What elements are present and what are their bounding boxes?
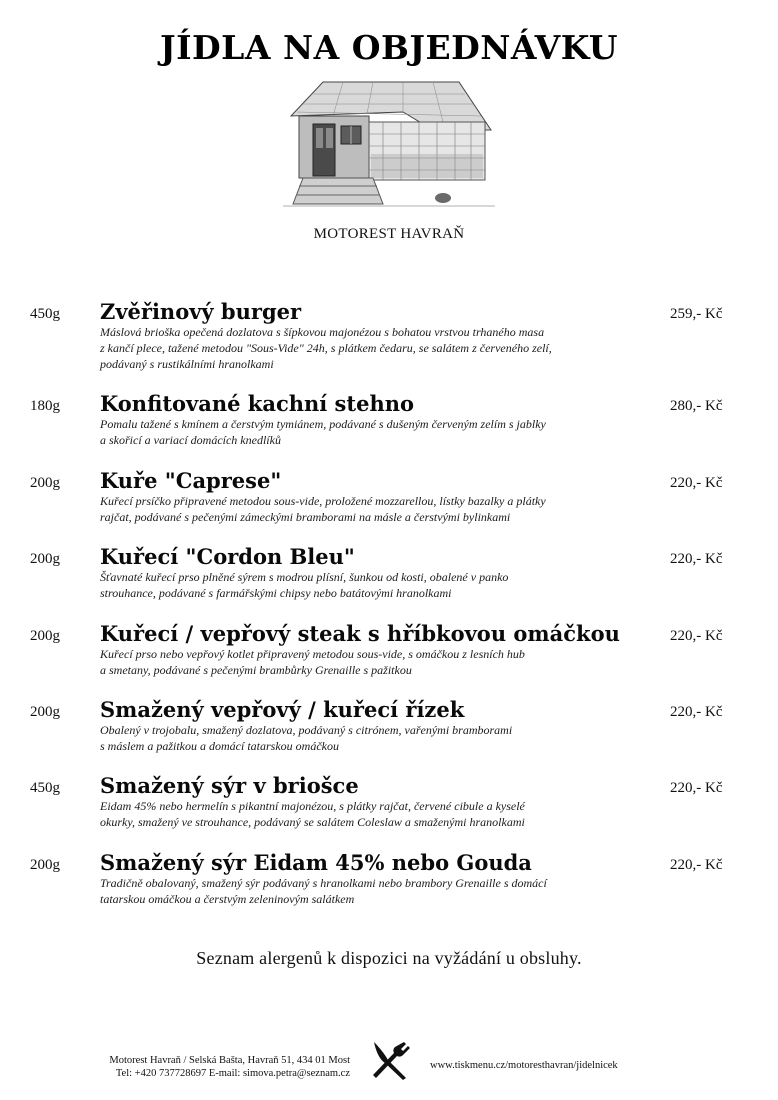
item-description bbox=[100, 876, 660, 908]
footer-phone-email: Tel: +420 737728697 E-mail: simova.petra@seznam.cz bbox=[115, 1068, 350, 1079]
item-description bbox=[100, 723, 660, 755]
description-line: okurky, smažený ve strouhance, podávaný se salátem Coleslaw a smaženými hranolkami bbox=[100, 814, 525, 829]
description-line: Obalený v trojobalu, smažený dozlatova, podávaný s citrónem, vařenými bramborami bbox=[100, 723, 513, 737]
item-price: 220,- Kč bbox=[670, 704, 723, 720]
item-name: Kuře "Caprese" bbox=[100, 468, 282, 493]
item-price: 220,- Kč bbox=[670, 780, 723, 796]
item-description bbox=[100, 647, 660, 679]
description-line: podávaný s rustikálními hranolkami bbox=[100, 356, 274, 371]
item-weight: 450g bbox=[30, 306, 60, 322]
description-line: a skořicí a variací domácích knedlíků bbox=[100, 432, 281, 447]
item-name: Zvěřinový burger bbox=[100, 299, 302, 324]
description-line: Kuřecí prso nebo vepřový kotlet připravený metodou sous-vide, s omáčkou z lesních hub bbox=[100, 647, 525, 661]
description-line: Kuřecí prsíčko připravené metodou sous-vide, proložené mozzarellou, lístky bazalky a plátky bbox=[100, 494, 546, 508]
description-line: Šťavnaté kuřecí prso plněné sýrem s modrou plísní, šunkou od kosti, obalené v panko bbox=[100, 570, 509, 584]
item-weight: 200g bbox=[30, 551, 60, 567]
description-line: Máslová brioška opečená dozlatova s šípkovou majonézou s bohatou vrstvou trhaného masa bbox=[100, 325, 545, 339]
fork-knife-icon bbox=[368, 1038, 412, 1082]
item-description bbox=[100, 570, 660, 602]
description-line: z kančí plece, tažené metodou "Sous-Vide" 24h, s plátkem čedaru, se salátem z červeného zelí, bbox=[100, 340, 552, 355]
item-price: 220,- Kč bbox=[670, 857, 723, 873]
item-weight: 450g bbox=[30, 780, 60, 796]
item-name: Kuřecí / vepřový steak s hříbkovou omáčkou bbox=[100, 621, 620, 646]
item-weight: 200g bbox=[30, 475, 60, 491]
item-weight: 180g bbox=[30, 398, 60, 414]
item-description bbox=[100, 799, 660, 831]
item-name: Konfitované kachní stehno bbox=[100, 391, 414, 416]
description-line: rajčat, podávané s pečenými zámeckými bramborami na másle a čerstvými bylinkami bbox=[100, 509, 511, 524]
description-line: Tradičně obalovaný, smažený sýr podávaný s hranolkami nebo brambory Grenaille s domácí bbox=[100, 876, 547, 890]
item-name: Kuřecí "Cordon Bleu" bbox=[100, 544, 355, 569]
description-line: strouhance, podávané s farmářskými chipsy nebo batátovými hranolkami bbox=[100, 585, 452, 600]
item-description bbox=[100, 417, 660, 449]
item-price: 220,- Kč bbox=[670, 628, 723, 644]
footer-website[interactable]: www.tiskmenu.cz/motoresthavran/jidelnicek bbox=[430, 1060, 618, 1071]
allergen-note: Seznam alergenů k dispozici na vyžádání u obsluhy. bbox=[196, 948, 582, 968]
item-name: Smažený sýr v briošce bbox=[100, 773, 359, 798]
description-line: Pomalu tažené s kmínem a čerstvým tymiánem, podávané s dušeným červeným zelím s jablky bbox=[100, 417, 546, 431]
item-price: 220,- Kč bbox=[670, 475, 723, 491]
restaurant-name: MOTOREST HAVRAŇ bbox=[313, 226, 465, 242]
description-line: Eidam 45% nebo hermelín s pikantní majonézou, s plátky rajčat, červené cibule a kyselé bbox=[100, 799, 525, 813]
item-name: Smažený vepřový / kuřecí řízek bbox=[100, 697, 465, 722]
footer-address: Motorest Havraň / Selská Bašta, Havraň 51, 434 01 Most bbox=[109, 1055, 350, 1066]
item-description bbox=[100, 325, 660, 372]
restaurant-building-drawing bbox=[283, 74, 495, 214]
item-description bbox=[100, 494, 660, 526]
item-name: Smažený sýr Eidam 45% nebo Gouda bbox=[100, 850, 532, 875]
item-price: 220,- Kč bbox=[670, 551, 723, 567]
item-weight: 200g bbox=[30, 704, 60, 720]
page-title: JÍDLA NA OBJEDNÁVKU bbox=[160, 28, 618, 67]
item-price: 259,- Kč bbox=[670, 306, 723, 322]
description-line: tatarskou omáčkou a čerstvým zeleninovým salátkem bbox=[100, 891, 355, 906]
description-line: s máslem a pažitkou a domácí tatarskou omáčkou bbox=[100, 738, 339, 753]
description-line: a smetany, podávané s pečenými brambůrky Grenaille s pažitkou bbox=[100, 662, 412, 677]
item-price: 280,- Kč bbox=[670, 398, 723, 414]
item-weight: 200g bbox=[30, 857, 60, 873]
footer-contact bbox=[60, 1054, 350, 1080]
item-weight: 200g bbox=[30, 628, 60, 644]
